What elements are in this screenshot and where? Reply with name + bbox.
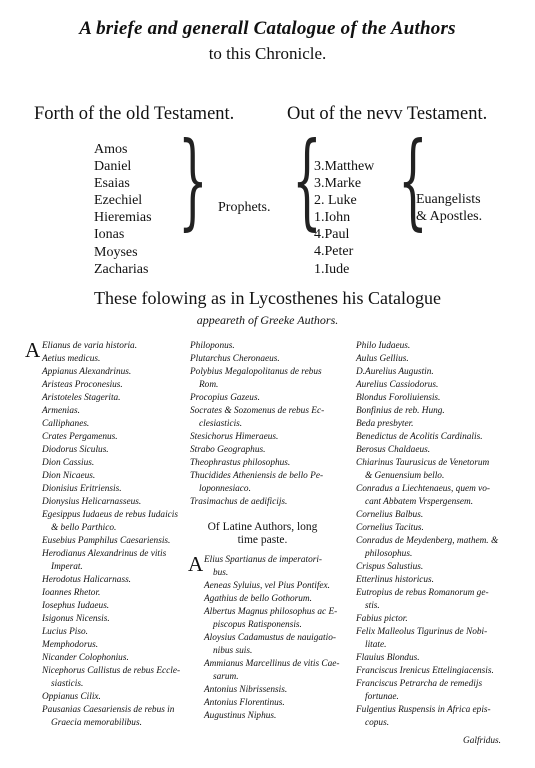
author-entry: Etterlinus historicus. (356, 575, 434, 585)
evangelist-name: 3.Marke (314, 176, 362, 192)
prophet-name: Zacharias (94, 261, 149, 277)
author-entry: Aulus Gellius. (356, 354, 409, 364)
evangelists-label-2: & Apostles. (416, 209, 483, 224)
drop-initial: A (25, 338, 41, 362)
author-entry-continuation: stis. (365, 601, 380, 611)
author-entry: D.Aurelius Augustin. (356, 367, 434, 377)
prophet-name: Daniel (94, 159, 132, 175)
author-entry: Procopius Gazeus. (190, 393, 260, 403)
page-title: A briefe and generall Catalogue of the Authors (79, 18, 456, 39)
author-entry-continuation: & Genuensium bello. (365, 471, 445, 481)
author-entry: Aristeas Proconesius. (42, 380, 123, 390)
prophet-name: Moyses (94, 244, 138, 260)
author-entry: Philo Iudaeus. (356, 341, 411, 351)
author-entry: Theophrastus philosophus. (190, 458, 291, 468)
author-entry: Dion Nicaeus. (42, 471, 96, 481)
evangelist-name: 4.Paul (314, 227, 350, 243)
author-entry: Antonius Florentinus. (204, 698, 285, 708)
author-entry: Armenias. (42, 406, 80, 416)
drop-initial: A (188, 552, 204, 576)
greek-authors-subheading: appeareth of Greeke Authors. (196, 313, 339, 327)
author-entry: Herodotus Halicarnass. (42, 575, 132, 585)
author-entry: Dionysius Helicarnasseus. (42, 497, 142, 507)
author-entry-continuation: nibus suis. (213, 646, 253, 656)
catchword: Galfridus. (463, 736, 501, 746)
author-entry: Flauius Blondus. (356, 653, 420, 663)
author-entry: Elius Spartianus de imperatori- (204, 555, 323, 565)
author-entry-continuation: bus. (213, 568, 229, 578)
author-entry: Appianus Alexandrinus. (42, 367, 132, 377)
author-entry: Franciscus Irenicus Ettelingiacensis. (356, 666, 494, 676)
author-column-2 (190, 340, 339, 723)
latin-authors-heading (190, 521, 335, 547)
author-entry: Nicander Colophonius. (42, 653, 129, 663)
author-entry: Ioannes Rhetor. (42, 588, 101, 598)
author-entry: Berosus Chaldaeus. (356, 445, 431, 455)
author-entry-continuation: loponnesiaco. (199, 484, 251, 494)
author-entry: Cornelius Balbus. (356, 510, 424, 520)
evangelist-name: 1.Iohn (314, 210, 351, 226)
author-entry-continuation: Imperat. (51, 562, 83, 572)
author-entry: Bonfinius de reb. Hung. (356, 406, 445, 416)
author-entry: Aeneas Syluius, vel Pius Pontifex. (204, 581, 330, 591)
author-entry-continuation: fortunae. (365, 692, 399, 702)
evangelist-name: 4.Peter (314, 244, 354, 260)
author-entry: Nicephorus Callistus de rebus Eccle- (42, 666, 181, 676)
right-brace: } (178, 119, 208, 241)
author-entry: Chiarinus Taurusicus de Venetorum (356, 458, 490, 468)
author-entry: Aetius medicus. (42, 354, 101, 364)
prophets-list (94, 141, 152, 278)
author-entry: Crates Pergamenus. (42, 432, 118, 442)
author-entry: Stesichorus Himeraeus. (190, 432, 279, 442)
author-entry-continuation: Graecia memorabilibus. (51, 718, 142, 728)
old-testament-heading: Forth of the old Testament. (34, 104, 235, 124)
author-entry: Augustinus Niphus. (204, 711, 277, 721)
evangelist-name: 2. Luke (314, 193, 357, 209)
author-entry-continuation: copus. (365, 718, 390, 728)
author-entry: Beda presbyter. (356, 419, 414, 429)
author-entry: Memphodorus. (42, 640, 99, 650)
author-entry-continuation: Rom. (199, 380, 219, 390)
page-subtitle: to this Chronicle. (208, 44, 327, 63)
evangelist-name: 1.Iude (314, 261, 350, 277)
author-entry: Conradus a Liechtenaeus, quem vo- (356, 484, 491, 494)
new-testament-heading: Out of the nevv Testament. (287, 104, 488, 124)
author-entry: Eusebius Pamphilus Caesariensis. (42, 536, 171, 546)
author-entry: Crispus Salustius. (356, 562, 424, 572)
author-entry: Dion Cassius. (42, 458, 95, 468)
lycosthenes-heading: These folowing as in Lycosthenes his Catalogue (94, 288, 441, 308)
author-column-3 (356, 340, 498, 730)
prophet-name: Ezechiel (94, 193, 143, 209)
author-column-1 (25, 338, 181, 730)
author-entry: Herodianus Alexandrinus de vitis (42, 549, 167, 559)
author-entry-continuation: & bello Parthico. (51, 523, 117, 533)
author-entry: Blondus Foroliuiensis. (356, 393, 441, 403)
author-entry-continuation: sarum. (213, 672, 239, 682)
prophet-name: Hieremias (94, 210, 152, 226)
author-entry: Fabius pictor. (356, 614, 408, 624)
prophet-name: Amos (94, 142, 128, 157)
author-entry: Trasimachus de aedificijs. (190, 497, 288, 507)
author-entry: Benedictus de Acolitis Cardinalis. (356, 432, 483, 442)
author-entry: Dionisius Eritriensis. (42, 484, 122, 494)
left-brace: { (398, 119, 428, 241)
author-entry: Egesippus Iudaeus de rebus Iudaicis (42, 510, 178, 520)
author-entry: Calliphanes. (42, 419, 90, 429)
author-entry-continuation: clesiasticis. (199, 419, 243, 429)
author-entry: Aloysius Cadamustus de nauigatio- (204, 633, 336, 643)
prophet-name: Esaias (94, 176, 130, 192)
author-entry: Lucius Piso. (42, 627, 88, 637)
author-entry: Plutarchus Cheronaeus. (190, 354, 280, 364)
left-brace: { (292, 119, 322, 241)
evangelist-name: 3.Matthew (314, 159, 375, 174)
author-entry: Strabo Geographus. (190, 445, 266, 455)
author-entry: Aristoteles Stagerita. (42, 393, 121, 403)
author-entry: Pausanias Caesariensis de rebus in (42, 705, 175, 715)
author-entry: Diodorus Siculus. (42, 445, 109, 455)
author-entry-continuation: piscopus Ratisponensis. (213, 620, 302, 630)
author-entry: Socrates & Sozomenus de rebus Ec- (190, 406, 325, 416)
author-entry: Conradus de Meydenberg, mathem. & (356, 536, 499, 546)
latin-heading-line-1: Of Latine Authors, long (207, 521, 318, 533)
author-entry: Thucidides Atheniensis de bello Pe- (190, 471, 324, 481)
author-entry: Cornelius Tacitus. (356, 523, 424, 533)
author-entry-continuation: cant Abbatem Vrspergensem. (365, 497, 474, 507)
author-entry: Aurelius Cassiodorus. (356, 380, 439, 390)
prophet-name: Ionas (94, 227, 125, 243)
author-entry: Oppianus Cilix. (42, 692, 101, 702)
evangelists-label-1: Euangelists (416, 192, 481, 207)
author-entry: Polybius Megalopolitanus de rebus (190, 367, 322, 377)
author-entry: Albertus Magnus philosophus ac E- (204, 607, 338, 617)
author-entry: Isigonus Nicensis. (42, 614, 110, 624)
author-entry: Iosephus Iudaeus. (42, 601, 110, 611)
evangelists-list (314, 158, 374, 278)
author-entry: Franciscus Petrarcha de remedijs (356, 679, 483, 689)
prophets-label: Prophets. (218, 200, 271, 215)
author-entry: Elianus de varia historia. (42, 341, 138, 351)
author-entry-continuation: litate. (365, 640, 387, 650)
author-entry: Agathius de bello Gothorum. (204, 594, 312, 604)
author-entry: Ammianus Marcellinus de vitis Cae- (204, 659, 340, 669)
author-entry-continuation: philosophus. (365, 549, 413, 559)
author-entry: Antonius Nibrissensis. (204, 685, 288, 695)
author-entry: Philoponus. (190, 341, 235, 351)
author-entry: Fulgentius Ruspensis in Africa epis- (356, 705, 491, 715)
author-entry: Eutropius de rebus Romanorum ge- (356, 588, 489, 598)
latin-heading-line-2: time paste. (237, 534, 288, 546)
author-entry: Felix Malleolus Tigurinus de Nobi- (356, 627, 488, 637)
author-entry-continuation: siasticis. (51, 679, 84, 689)
